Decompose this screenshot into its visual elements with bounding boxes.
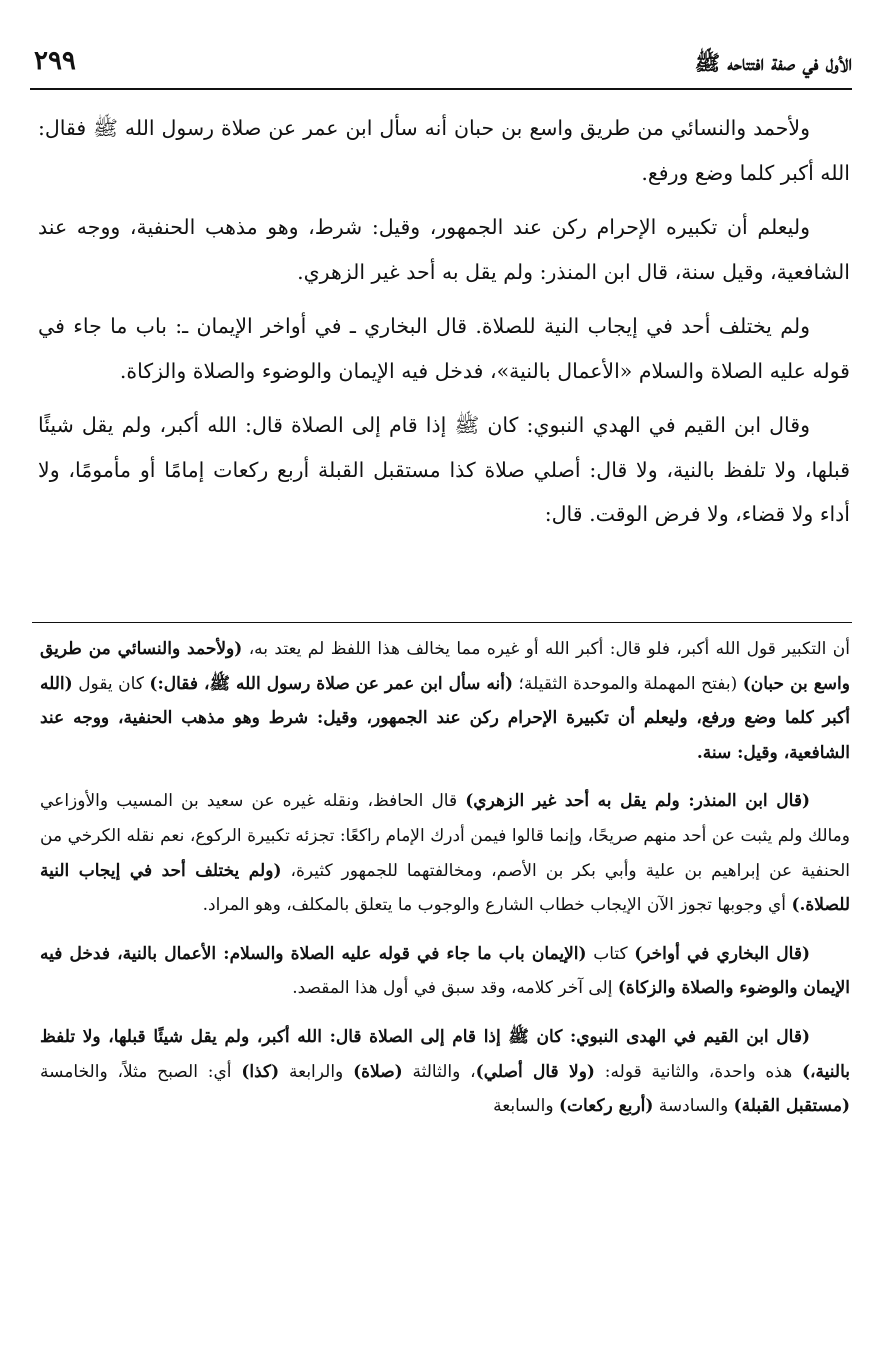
commentary-text: كان يقول [72,673,150,694]
quoted-matn: (الإيمان باب ما جاء في قوله عليه الصلاة والسلام: الأعمال بالنية، فدخل فيه الإيمان والوضوء والصلاة والزكاة) [40,943,850,999]
commentary-text: أي وجوبها تجوز الآن الإيجاب خطاب الشارع والوجوب ما يتعلق بالمكلف، وهو المراد. [202,895,792,916]
commentary [40,632,850,1138]
commentary-text: قال الحافظ، ونقله غيره عن سعيد بن المسيب والأوزاعي ومالك ولم يثبت عن أحد منهم صريحًا، وإنما قالوا فيمن أدرك الإمام راكعًا: تجزئه تكبيرة الركوع، نعم نقله الكرخي من الحنفية عن إبراهيم بن علية وأبي بكر بن الأصم، ومخالفتهما للجمهور كثيرة، [40,791,850,881]
commentary-paragraph [40,784,850,922]
commentary-text: كتاب [586,943,635,964]
quoted-matn: (ولأحمد والنسائي من طريق واسع بن حبان) [40,639,850,694]
commentary-text: (بفتح المهملة والموحدة الثقيلة؛ [513,673,743,694]
quoted-matn: (قال البخاري في أواخر) [634,943,811,964]
main-paragraph: ولأحمد والنسائي من طريق واسع بن حبان أنه سأل ابن عمر عن صلاة رسول الله ﷺ فقال: الله أكبر كلما وضع ورفع. [38,116,850,185]
commentary-paragraph [40,1020,850,1124]
quoted-matn: (مستقبل القبلة) [733,1096,850,1117]
commentary-text: ، والثالثة [402,1061,476,1082]
footnote-divider [32,622,852,623]
commentary-text: أي: الصبح مثلاً، والخامسة [40,1061,242,1082]
main-text [38,106,850,547]
commentary-paragraph [40,632,850,770]
commentary-text: والسادسة [653,1096,734,1117]
quoted-matn: (أربع ركعات) [559,1096,654,1117]
quoted-matn: (الله أكبر كلما وضع ورفع، وليعلم أن تكبيرة الإحرام ركن عند الجمهور، وقيل: شرط وهو مذهب الحنفية، ووجه عند الشافعية، وقيل: سنة. [40,673,850,763]
commentary-text: إلى آخر كلامه، وقد سبق في أول هذا المقصد. [292,978,618,999]
page-number: ٢٩٩ [34,46,76,76]
main-paragraph: ولم يختلف أحد في إيجاب النية للصلاة. قال البخاري ـ في أواخر الإيمان ـ: باب ما جاء في قوله عليه الصلاة والسلام «الأعمال بالنية»، فدخل فيه الإيمان والوضوء والصلاة والزكاة. [38,314,850,383]
commentary-text: والسابعة [493,1096,559,1117]
quoted-matn: (قال ابن المنذر: ولم يقل به أحد غير الزهري) [465,791,810,812]
quoted-matn: (كذا) [241,1061,280,1082]
quoted-matn: (ولا قال أصلي) [475,1061,595,1082]
commentary-paragraph [40,937,850,1006]
commentary-text: والرابعة [279,1061,354,1082]
quoted-matn: (أنه سأل ابن عمر عن صلاة رسول الله ﷺ، فقال:) [149,673,514,694]
main-paragraph: وليعلم أن تكبيره الإحرام ركن عند الجمهور، وقيل: شرط، وهو مذهب الحنفية، ووجه عند الشافعية، وقيل سنة، قال ابن المنذر: ولم يقل به أحد غير الزهري. [38,215,850,284]
quoted-matn: (صلاة) [353,1061,403,1082]
quoted-matn: (قال ابن القيم في الهدى النبوي: كان ﷺ إذا قام إلى الصلاة قال: الله أكبر، ولم يقل شيئًا قبلها، ولا تلفظ بالنية،) [40,1026,850,1082]
main-paragraph: وقال ابن القيم في الهدي النبوي: كان ﷺ إذا قام إلى الصلاة قال: الله أكبر، ولم يقل شيئًا قبلها، ولا تلفظ بالنية، ولا قال: أصلي صلاة كذا مستقبل القبلة أربع ركعات إمامًا أو مأمومًا، ولا أداء ولا قضاء، ولا فرض الوقت. قال: [38,413,850,526]
running-title: الأول في صفة افتتاحه ﷺ [694,50,852,75]
commentary-text: هذه واحدة، والثانية قوله: [594,1061,802,1082]
page-header [30,36,852,90]
quoted-matn: (ولم يختلف أحد في إيجاب النية للصلاة.) [40,860,850,916]
commentary-text: أن التكبير قول الله أكبر، فلو قال: أكبر الله أو غيره مما يخالف هذا اللفظ لم يعتد به، [242,639,850,659]
